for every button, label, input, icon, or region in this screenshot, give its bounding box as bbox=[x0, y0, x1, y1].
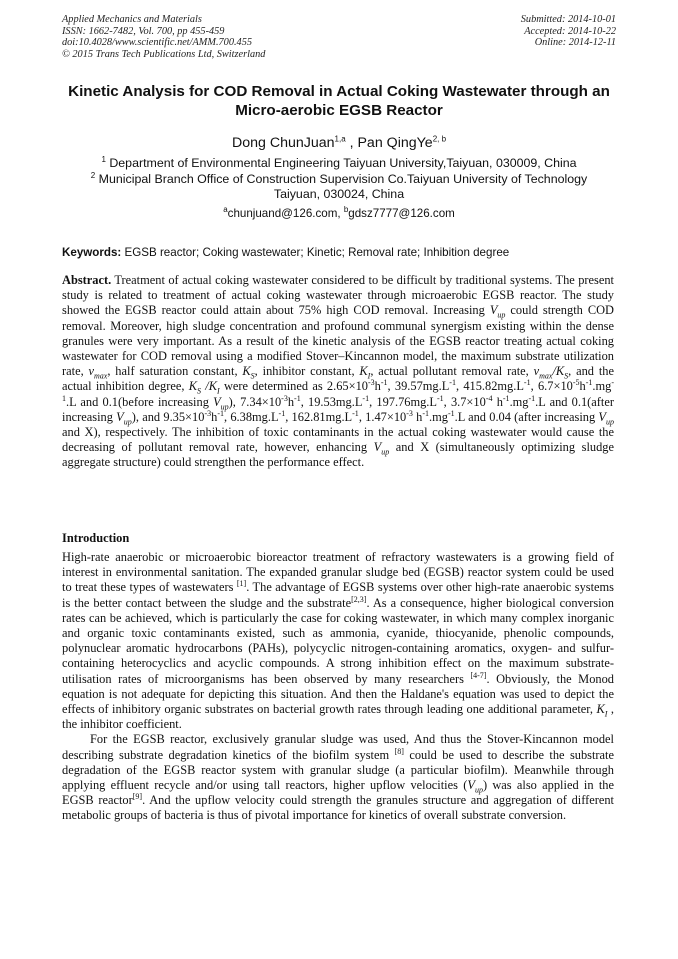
citation-2[interactable]: [2,3] bbox=[351, 594, 367, 604]
email-b[interactable]: gdsz7777@126.com bbox=[348, 207, 455, 220]
citation-4[interactable]: [8] bbox=[394, 746, 404, 756]
author-2-sup: 2, b bbox=[432, 134, 447, 144]
section-heading-introduction: Introduction bbox=[62, 531, 130, 545]
journal-issn: ISSN: 1662-7482, Vol. 700, pp 455-459 bbox=[62, 25, 225, 37]
email-a[interactable]: chunjuand@126.com, bbox=[227, 207, 344, 220]
affiliation-1 bbox=[60, 156, 618, 172]
author-1-name: Dong ChunJuan bbox=[231, 135, 335, 151]
affiliation-2 bbox=[60, 172, 618, 188]
online-date: Online: 2014-12-11 bbox=[534, 37, 616, 49]
email-b-sup: b bbox=[343, 205, 349, 215]
journal-name: Applied Mechanics and Materials bbox=[62, 14, 202, 25]
journal-doi: doi:10.4028/www.scientific.net/AMM.700.455 bbox=[62, 37, 252, 49]
abstract-paragraph: Abstract. Treatment of actual coking wastewater considered to be difficult by traditional systems. The present study is related to treatment of actual coking wastewater through microaerobic EGSB reactor. The study showed the EGSB reactor could attain about 75% high COD removal. Increasing $V_{up}$ could strength COD removal. Moreover, high sludge concentration and profound communal synergism existing within the dense granules were very important. As a result of the kinetic analysis of the EGSB reactor treating actual coking wastewater for COD removal using a modified Stover–Kincannon model, the maximum substrate utilization rate, $v_{max}$, half saturation constant, $K_S$, inhibitor constant, $K_I$, actual pollutant removal rate, $v_{max}/K_S$, and the actual inhibition degree, $K_S$ $/K_I$ were determined as $2.65\times 10^{-3}h^{-1}$, $39.57mg.L^{-1}$, $415.82mg.L^{-1}$, $6.7\times 10^{-5}h^{-1}.mg^{-1}.L$ and 0.1(before increasing $V_{up}$), $7.34\times 10^{-3}h^{-1}$, $19.53mg.L^{-1}$, $197.76mg.L^{-1}$, $3.7\times 10^{-4}$ $h^{-1}.mg^{-1}.L$ and 0.1(after increasing $V_{up}$), and $9.35\times 10^{-3}h^{-1}$, $6.38mg.L^{-1}$, $162.81mg.L^{-1}$, $1.47\times 10^{-3}$ $h^{-1}.mg^{-1}.L$ and 0.04 (after increasing $V_{up}$ and X), respectively. The inhibition of toxic contaminants in the actual coking wastewater would cause the decreasing of pollutant removal rate, however, enhancing $V_{up}$ and X (simultaneously optimizing sludge aggregate structure) could strengthen the performance effect. bbox=[62, 273, 614, 470]
introduction-body bbox=[62, 550, 614, 824]
affiliation-2-cont: Taiyuan, 030024, China bbox=[273, 187, 405, 201]
author-line bbox=[0, 134, 678, 152]
dates-header bbox=[521, 14, 616, 49]
citation-1[interactable]: [1] bbox=[236, 579, 247, 589]
citation-3[interactable]: [4-7] bbox=[470, 670, 487, 680]
keywords-label: Keywords: bbox=[62, 246, 122, 259]
accepted-date: Accepted: 2014-10-22 bbox=[524, 25, 616, 37]
affiliation-2-text: Municipal Branch Office of Construction Supervision Co.Taiyuan University of Technology bbox=[95, 171, 588, 186]
abstract-label: Abstract. bbox=[62, 273, 112, 287]
keywords-text: EGSB reactor; Coking wastewater; Kinetic; Removal rate; Inhibition degree bbox=[121, 246, 510, 259]
abstract bbox=[62, 273, 614, 471]
submitted-date: Submitted: 2014-10-01 bbox=[520, 14, 616, 25]
affiliations bbox=[60, 156, 618, 203]
journal-header bbox=[62, 14, 265, 60]
author-1-sup: 1,a bbox=[334, 134, 346, 144]
affiliation-1-num: 1 bbox=[101, 154, 106, 164]
intro-paragraph-2: For the EGSB reactor, exclusively granular sludge was used, And thus the Stover-Kincannon model describing substrate degradation kinetics of the biofilm system [8] could be used to describe the substrate degradation of the EGSB reactor system with granular sludge (a particular biofilm). Meanwhile through applying effluent recycle and/or using tall reactors, higher upflow velocities $(V_{up})$ was also applied in the EGSB reactor[9]. And the upflow velocity could strength the granules structure and aggregation of different metabolic groups of bacteria is thus of pivotal importance for kinetics of overall substrate conversion. bbox=[62, 732, 615, 823]
intro-paragraph-1: High-rate anaerobic or microaerobic bioreactor treatment of refractory wastewaters is a growing field of interest in environmental sanitation. The expanded granular sludge bed (EGSB) reactor system could be used to treat these types of wastewaters [1]. The advantage of EGSB systems over other high-rate anaerobic systems is the better contact between the sludge and the substrate[2,3]. As a consequence, higher biological conversion rates can be achieved, which is particularly the case for coking wastewater, in which many complex inorganic and organic toxic contaminants existed, such as ammonia, cyanide, thiocyanide, phenolic compounds, polynuclear aromatic hydrocarbons (PAHs), polycyclic nitrogen-containing aromatics, oxygen- and sulfur-containing heterocyclics and acyclic compounds. A strong inhibition effect on the maximum substrate-utilisation rates of microorganisms has been observed by many researchers [4-7]. Obviously, the Monod equation is not adequate for depicting this situation. And then the Haldane's equation was used to depict the effects of inhibitory organic substrates on bacterial growth rates through leading one additional parameter, $K_I$ , the inhibitor coefficient. bbox=[62, 550, 615, 732]
affiliation-1-text: Department of Environmental Engineering Taiyuan University,Taiyuan, 030009, China bbox=[105, 156, 577, 170]
author-2-name: Pan QingYe bbox=[357, 135, 433, 151]
email-line bbox=[0, 206, 678, 221]
email-a-sup: a bbox=[223, 205, 228, 215]
keywords bbox=[62, 245, 622, 260]
journal-copyright: © 2015 Trans Tech Publications Ltd, Switzerland bbox=[62, 48, 266, 60]
author-separator: , bbox=[345, 135, 358, 151]
citation-5[interactable]: [9] bbox=[132, 792, 143, 802]
affiliation-2-num: 2 bbox=[90, 170, 96, 180]
paper-title: Kinetic Analysis for COD Removal in Actual Coking Wastewater through an Micro-aerobic EGSB Reactor bbox=[68, 83, 610, 119]
